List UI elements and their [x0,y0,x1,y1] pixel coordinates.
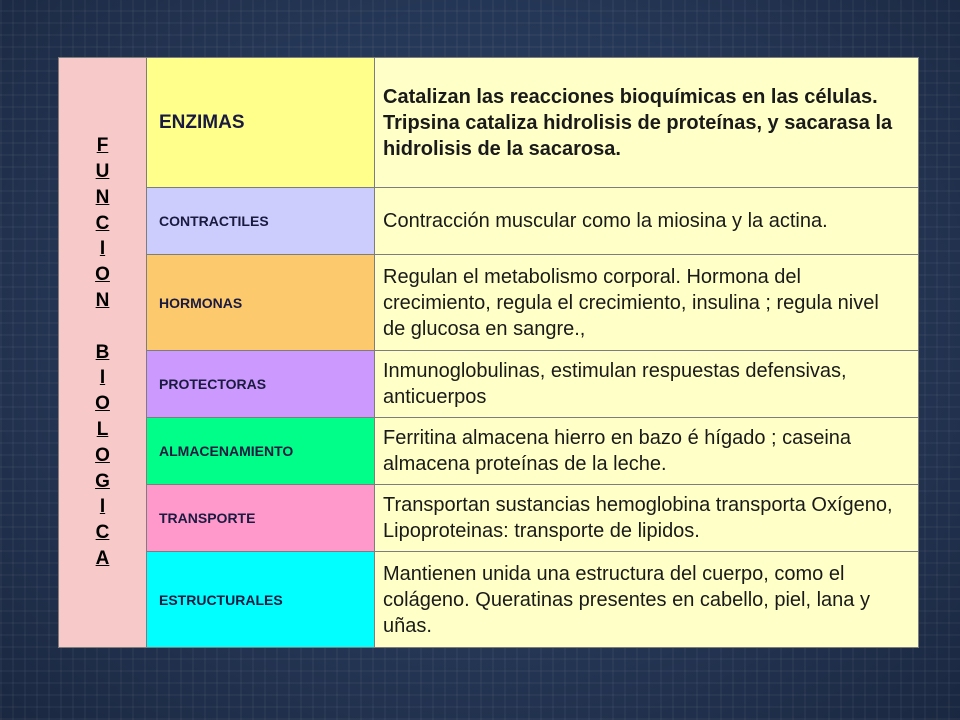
side-title-letter: I [99,367,106,389]
description-almacenamiento: Ferritina almacena hierro en bazo é hígado ; caseina almacena proteínas de la leche. [375,418,919,485]
side-title-letter: A [95,547,110,569]
side-title-letter: I [99,496,106,518]
category-protectoras: PROTECTORAS [147,351,375,418]
category-hormonas: HORMONAS [147,255,375,351]
side-title-letter: G [95,470,110,492]
side-title-letter: B [95,341,110,363]
side-title-letter: O [95,393,110,415]
side-title-letter: I [99,238,106,260]
side-title-word-gap [59,314,146,340]
side-title-funcion-biologica [59,58,147,648]
table-row [59,351,919,418]
category-almacenamiento: ALMACENAMIENTO [147,418,375,485]
description-protectoras: Inmunoglobulinas, estimulan respuestas defensivas, anticuerpos [375,351,919,418]
description-hormonas: Regulan el metabolismo corporal. Hormona del crecimiento, regula el crecimiento, insulina ; regula nivel de glucosa en sangre., [375,255,919,351]
description-transporte: Transportan sustancias hemoglobina transporta Oxígeno, Lipoproteinas: transporte de lipidos. [375,485,919,552]
table-row [59,552,919,648]
table-row [59,418,919,485]
table-row [59,58,919,188]
side-title-letter: C [95,522,110,544]
side-title-letter: U [95,161,110,183]
description-enzimas: Catalizan las reacciones bioquímicas en las células. Tripsina cataliza hidrolisis de proteínas, y sacarasa la hidrolisis de la sacarosa. [375,58,919,188]
side-title-letter: C [95,212,110,234]
side-title-letter: O [95,264,110,286]
category-enzimas: ENZIMAS [147,58,375,188]
table-row [59,188,919,255]
side-title-letter: L [96,418,109,440]
category-estructurales: ESTRUCTURALES [147,552,375,648]
table-row [59,485,919,552]
description-estructurales: Mantienen unida una estructura del cuerpo, como el colágeno. Queratinas presentes en cabello, piel, lana y uñas. [375,552,919,648]
category-contractiles: CONTRACTILES [147,188,375,255]
side-title-letter: F [96,135,109,157]
category-transporte: TRANSPORTE [147,485,375,552]
biological-functions-table [58,57,919,648]
description-contractiles: Contracción muscular como la miosina y la actina. [375,188,919,255]
side-title-letter: N [95,290,110,311]
side-title-letter: N [95,186,110,208]
side-title-letter: O [95,444,110,466]
table-row [59,255,919,351]
